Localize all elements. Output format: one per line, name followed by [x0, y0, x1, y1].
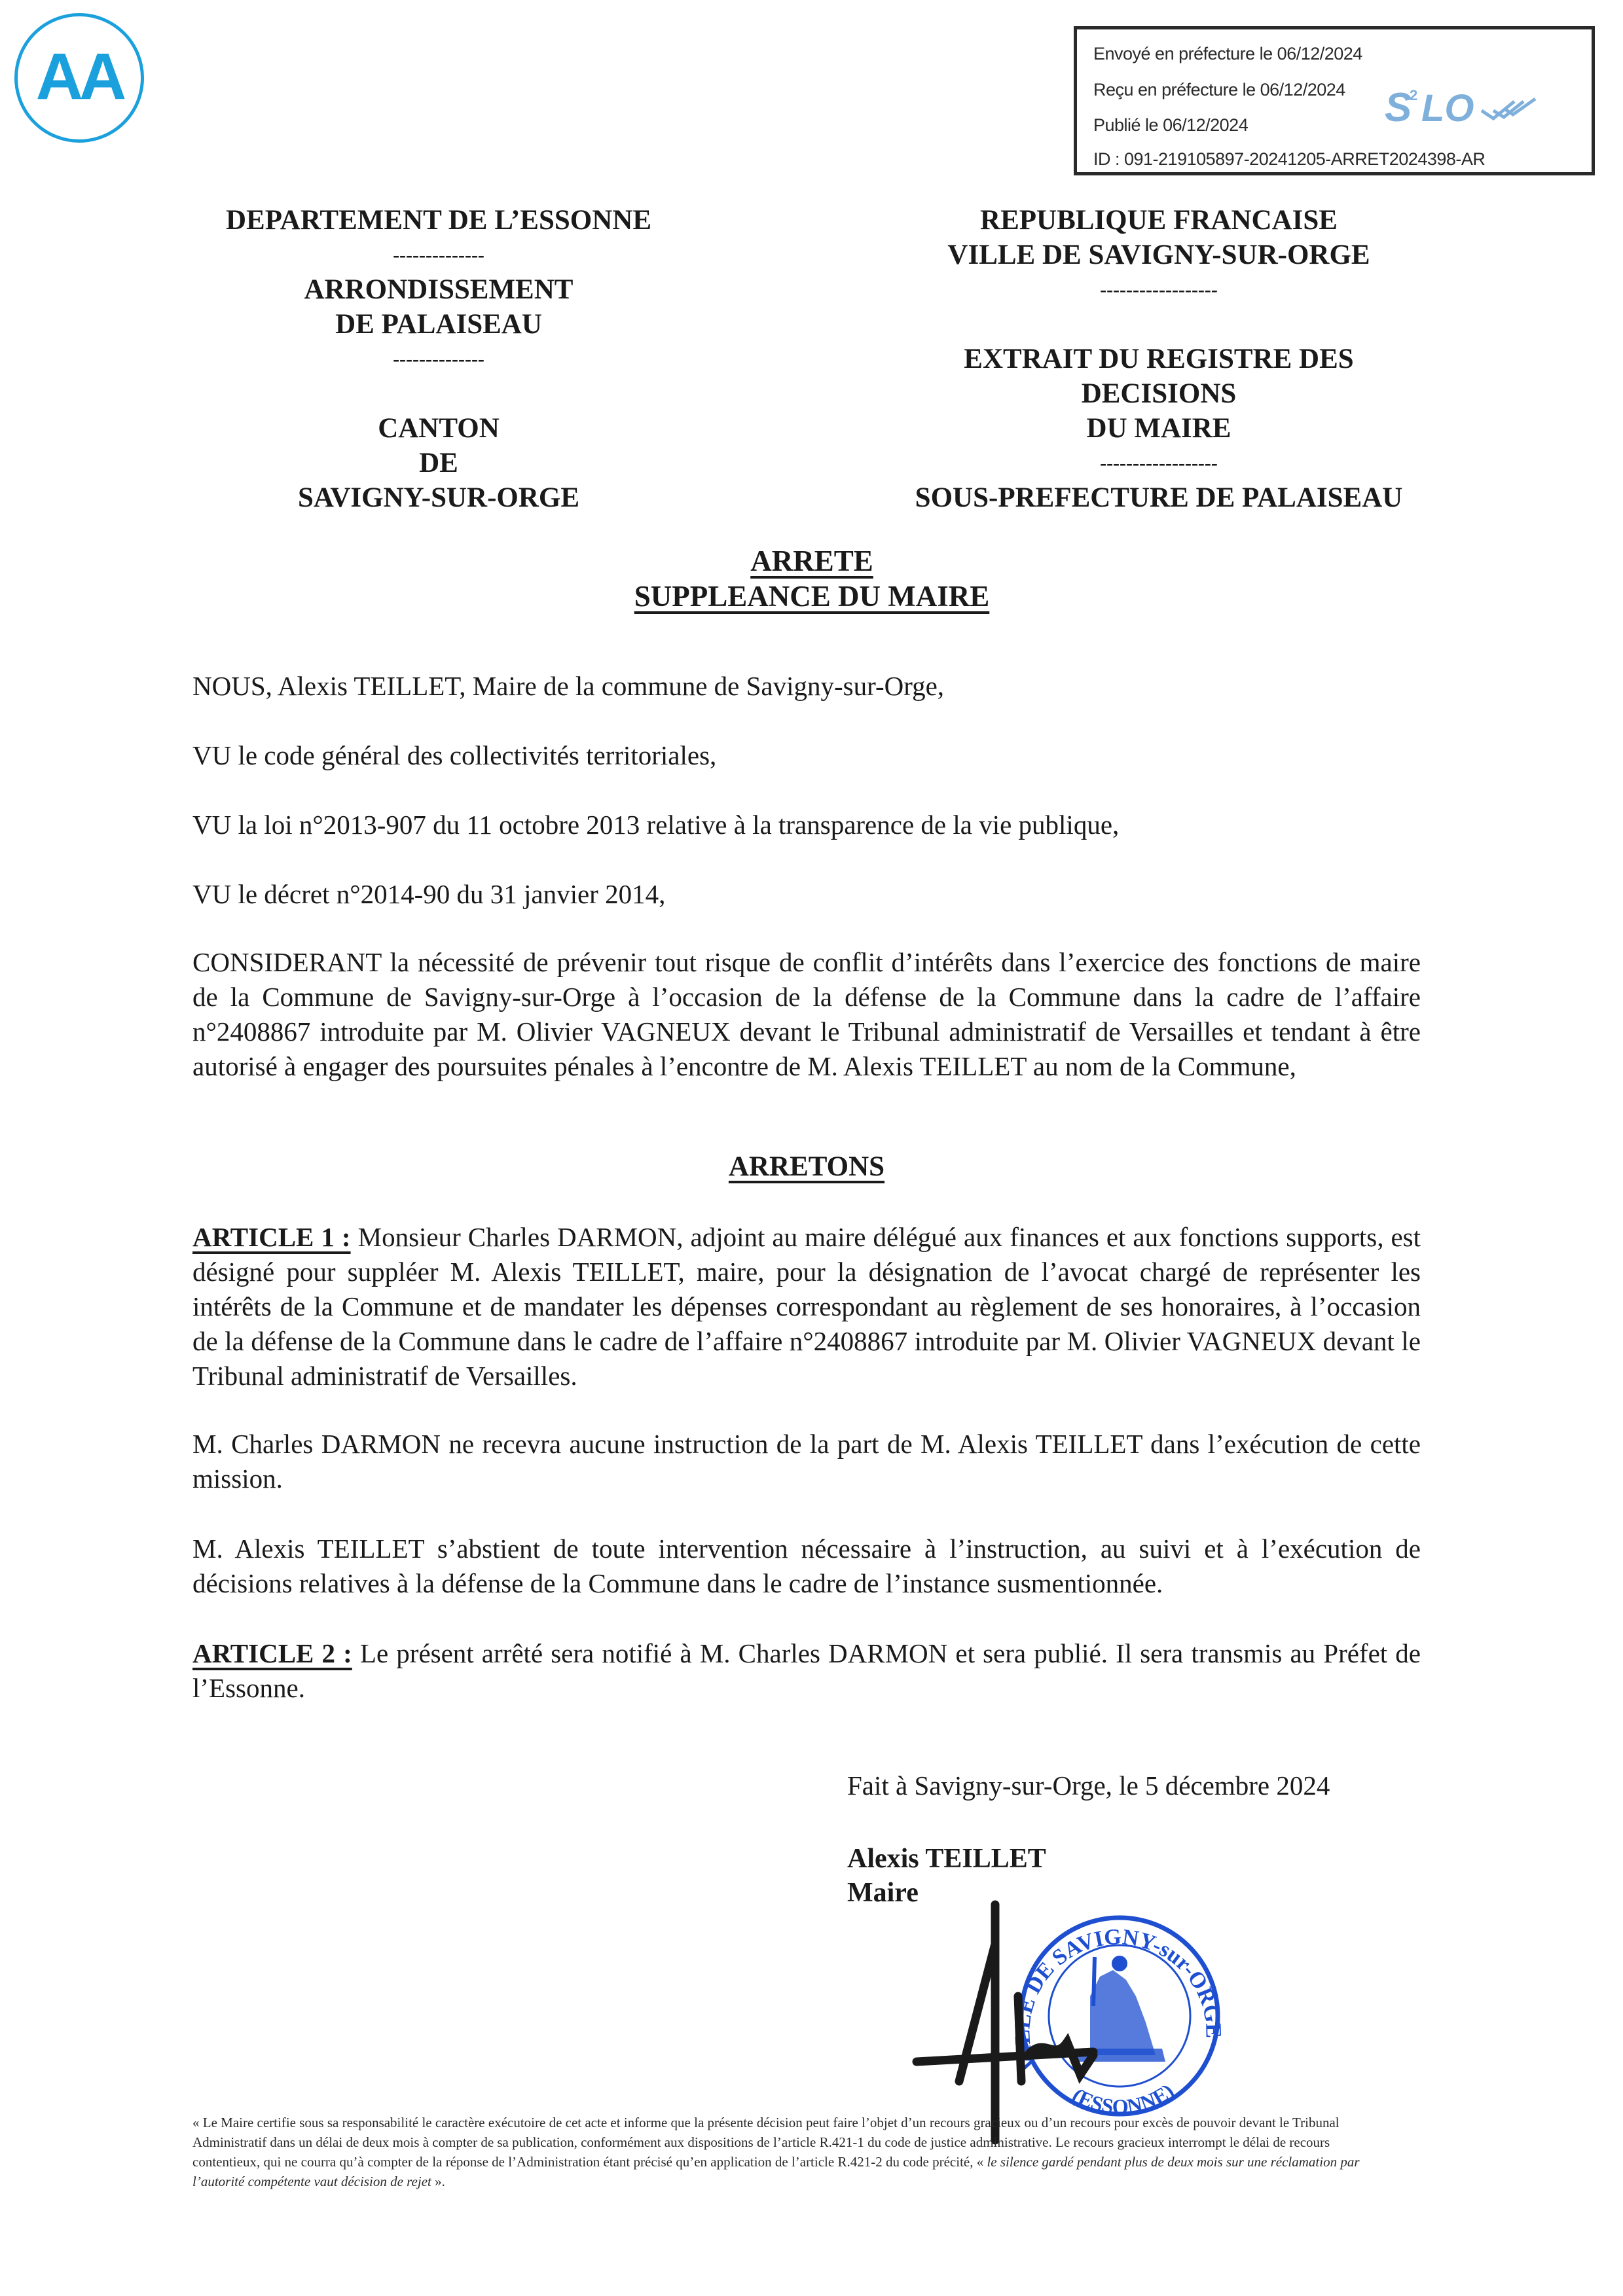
article-2	[192, 1636, 1421, 1706]
department: DEPARTEMENT DE L’ESSONNE	[225, 205, 652, 236]
vu-loi: VU la loi n°2013-907 du 11 octobre 2013 relative à la transparence de la vie publique,	[192, 810, 1120, 840]
header-right	[864, 203, 1453, 515]
darmon-paragraph: M. Charles DARMON ne recevra aucune instruction de la part de M. Alexis TEILLET dans l’exécution de cette mission.	[192, 1429, 1421, 1494]
decisions: DECISIONS	[1081, 378, 1237, 409]
sous-prefecture: SOUS-PREFECTURE DE PALAISEAU	[915, 482, 1403, 513]
nous-paragraph: NOUS, Alexis TEILLET, Maire de la commune de Savigny-sur-Orge,	[192, 671, 945, 701]
svg-text:LO: LO	[1421, 87, 1474, 130]
stamp-received: Reçu en préfecture le 06/12/2024	[1093, 80, 1345, 99]
article-2-text: Le présent arrêté sera notifié à M. Charles DARMON et sera publié. Il sera transmis au Préfet de l’Essonne.	[192, 1638, 1421, 1703]
article-1	[192, 1220, 1421, 1393]
teillet-paragraph: M. Alexis TEILLET s’abstient de toute intervention nécessaire à l’instruction, au suivi et à l’exécution de décisions relatives à la défense de la Commune dans le cadre de l’instance susmentionnée.	[192, 1534, 1421, 1598]
arretons-heading	[192, 1151, 1421, 1183]
considerant-paragraph: CONSIDERANT la nécessité de prévenir tout risque de conflit d’intérêts dans l’exercice des fonctions de maire de la Commune de Savigny-sur-Orge à l’occasion de la défense de la Commune dans la cadre de l’affaire n°2408867 introduite par M. Olivier VAGNEUX devant le Tribunal administratif de Versailles et tendant à être autorisé à engager des poursuites pénales à l’encontre de M. Alexis TEILLET au nom de la Commune,	[192, 947, 1421, 1081]
article-1-label: ARTICLE 1 :	[192, 1222, 351, 1252]
footer-text: « Le Maire certifie sous sa responsabilité le caractère exécutoire de cet acte et informe que la présente décision peut faire l’objet d’un recours gracieux ou d’un recours pour excès de pouvoir devant le Tribunal Administratif dans un délai de deux mois à compter de sa publication, conformément aux dispositions de l’article R.421-1 du code de justice administrative. Le recours gracieux interrompt le délai de recours contentieux, qui ne courra qu’à compter de la réponse de l’Administration étant précisé qu’en application de l’article R.421-2 du code précité, «	[192, 2115, 1340, 2170]
place-date: Fait à Savigny-sur-Orge, le 5 décembre 2024	[847, 1770, 1330, 1801]
svg-text:S: S	[1385, 85, 1412, 130]
canton-name: SAVIGNY-SUR-ORGE	[297, 482, 580, 513]
canton-de: DE	[419, 448, 458, 478]
article-2-label: ARTICLE 2 :	[192, 1638, 352, 1668]
du-maire: DU MAIRE	[1086, 413, 1231, 444]
footer-italic: le silence gardé pendant plus de deux mois sur une réclamation par l’autorité compétente vaut décision de rejet	[192, 2154, 1360, 2189]
svg-text:VILLE DE SAVIGNY-sur-ORGE: VILLE DE SAVIGNY-sur-ORGE	[1010, 1924, 1226, 2075]
separator: ------------------	[1100, 279, 1218, 300]
vu-decret: VU le décret n°2014-90 du 31 janvier 2014,	[192, 879, 666, 909]
extrait: EXTRAIT DU REGISTRE DES	[964, 344, 1354, 374]
header-left	[170, 203, 707, 515]
stamp-id: ID : 091-219105897-20241205-ARRET2024398-AR	[1093, 149, 1486, 169]
title-suppleance: SUPPLEANCE DU MAIRE	[634, 580, 990, 613]
logo-text: AA	[35, 39, 123, 113]
svg-text:(ESSONNE): (ESSONNE)	[1068, 2078, 1178, 2119]
separator: --------------	[393, 348, 484, 370]
separator: --------------	[393, 244, 484, 266]
stamp-published: Publié le 06/12/2024	[1093, 115, 1249, 135]
svg-text:2: 2	[1410, 87, 1418, 103]
vu-code: VU le code général des collectivités territoriales,	[192, 740, 717, 770]
signatory-role: Maire	[847, 1878, 919, 1908]
aa-logo	[14, 13, 144, 143]
ville: VILLE DE SAVIGNY-SUR-ORGE	[947, 240, 1370, 270]
stamp-sent: Envoyé en préfecture le 06/12/2024	[1093, 44, 1362, 63]
seal-and-signature	[903, 1865, 1244, 2153]
legal-footer	[192, 2113, 1397, 2191]
title-arrete: ARRETE	[750, 545, 873, 577]
arrondissement: ARRONDISSEMENT	[304, 274, 574, 305]
s2lo-logo-icon	[1383, 81, 1541, 133]
city-seal-icon	[1010, 1918, 1226, 2118]
canton: CANTON	[378, 413, 500, 444]
article-1-text: Monsieur Charles DARMON, adjoint au maire délégué aux finances et aux fonctions supports, est désigné pour suppléer M. Alexis TEILLET, maire, pour la désignation de l’avocat chargé de représenter les intérêts de la Commune et de mandater les dépenses correspondant au règlement de ses honoraires, à l’occasion de la défense de la Commune dans le cadre de l’affaire n°2408867 introduite par M. Olivier VAGNEUX devant le Tribunal administratif de Versailles.	[192, 1222, 1421, 1391]
arrondissement-name: DE PALAISEAU	[335, 309, 542, 340]
signatory-name: Alexis TEILLET	[847, 1844, 1046, 1874]
republique: REPUBLIQUE FRANCAISE	[980, 205, 1338, 236]
arretons-text: ARRETONS	[728, 1151, 885, 1182]
prefecture-stamp	[1074, 26, 1595, 175]
footer-end: ».	[431, 2174, 445, 2189]
separator: ------------------	[1100, 452, 1218, 474]
document-title	[393, 543, 1231, 614]
